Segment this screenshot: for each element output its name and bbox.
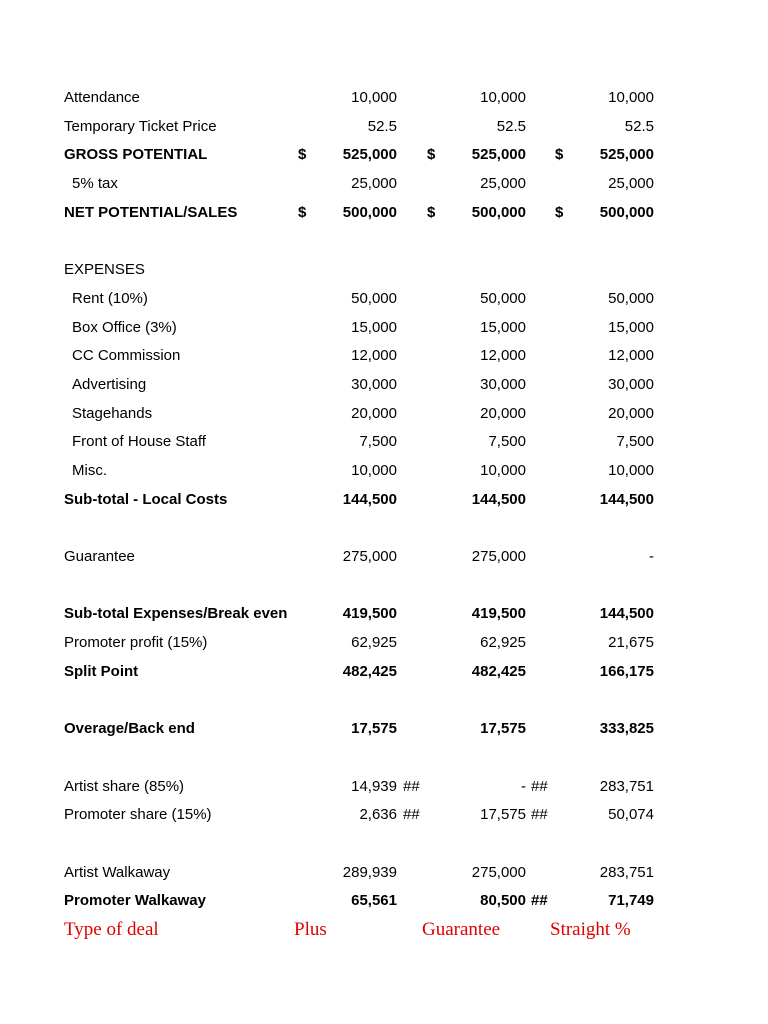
row-value: 52.5 xyxy=(624,117,654,135)
row-value: 25,000 xyxy=(480,175,526,193)
row-value: - xyxy=(521,777,526,795)
row-value: 7,500 xyxy=(616,433,654,451)
deal-col-1: Plus xyxy=(294,918,327,940)
table-row xyxy=(0,801,768,830)
row-value: 166,175 xyxy=(599,662,654,680)
table-row xyxy=(0,84,768,113)
row-value: 52.5 xyxy=(367,117,397,135)
table-row xyxy=(0,600,768,629)
row-value: 500,000 xyxy=(599,203,654,221)
row-value: 15,000 xyxy=(351,318,397,336)
row-value: 289,939 xyxy=(342,863,397,881)
row-value: 144,500 xyxy=(471,490,526,508)
table-row xyxy=(0,285,768,314)
row-value: 500,000 xyxy=(471,203,526,221)
row-value: 50,000 xyxy=(608,289,654,307)
row-value: 7,500 xyxy=(359,433,397,451)
row-value: 30,000 xyxy=(608,375,654,393)
row-value: 21,675 xyxy=(608,634,654,652)
row-label: Box Office (3%) xyxy=(72,318,177,336)
overflow-marker: ## xyxy=(531,777,548,795)
row-label: Front of House Staff xyxy=(72,433,206,451)
row-value: 12,000 xyxy=(351,347,397,365)
row-value: 2,636 xyxy=(359,806,397,824)
row-value: 525,000 xyxy=(599,146,654,164)
table-row xyxy=(0,113,768,142)
row-value: 144,500 xyxy=(599,605,654,623)
row-value: 14,939 xyxy=(351,777,397,795)
row-value: 65,561 xyxy=(351,892,397,910)
row-value: 275,000 xyxy=(342,548,397,565)
table-row xyxy=(0,428,768,457)
row-value: 25,000 xyxy=(608,175,654,193)
row-value: 50,000 xyxy=(480,289,526,307)
table-row xyxy=(0,744,768,773)
dollar-sign: $ xyxy=(298,146,307,164)
row-label: Sub-total Expenses/Break even xyxy=(64,605,288,623)
row-value: 80,500 xyxy=(480,892,526,910)
row-value: 71,749 xyxy=(608,892,654,910)
overflow-marker: ## xyxy=(403,806,420,824)
dollar-sign: $ xyxy=(555,146,564,164)
table-row xyxy=(0,686,768,715)
row-value: 62,925 xyxy=(480,634,526,652)
row-value: 62,925 xyxy=(351,634,397,652)
table-row xyxy=(0,658,768,687)
table-row xyxy=(0,773,768,802)
row-value: 10,000 xyxy=(480,89,526,106)
table-row xyxy=(0,227,768,256)
row-value: 525,000 xyxy=(471,146,526,164)
row-value: 17,575 xyxy=(480,806,526,824)
row-value: - xyxy=(649,548,654,565)
row-value: 17,575 xyxy=(480,720,526,738)
row-label: Artist share (85%) xyxy=(64,777,185,795)
deal-col-2: Guarantee xyxy=(422,918,501,940)
dollar-sign: $ xyxy=(427,203,436,221)
table-row xyxy=(0,342,768,371)
row-label: Stagehands xyxy=(72,404,153,422)
row-value: 30,000 xyxy=(480,375,526,393)
row-value: 10,000 xyxy=(480,461,526,479)
row-value: 30,000 xyxy=(351,375,397,393)
row-value: 333,825 xyxy=(599,720,654,738)
deal-col-3: Straight % xyxy=(550,918,631,940)
table-row xyxy=(0,572,768,601)
row-label: Sub-total - Local Costs xyxy=(64,490,228,508)
table-row xyxy=(0,543,768,572)
deal-label: Type of deal xyxy=(64,918,159,940)
table-row xyxy=(0,199,768,228)
table-row xyxy=(0,141,768,170)
table-row xyxy=(0,887,768,916)
row-label: CC Commission xyxy=(72,347,181,365)
row-label: Promoter Walkaway xyxy=(64,892,206,910)
row-value: 10,000 xyxy=(608,461,654,479)
row-label: GROSS POTENTIAL xyxy=(64,146,208,164)
row-label: Guarantee xyxy=(64,548,135,565)
row-value: 12,000 xyxy=(480,347,526,365)
row-value: 275,000 xyxy=(471,863,526,881)
budget-spreadsheet xyxy=(0,84,768,945)
row-label: Attendance xyxy=(64,89,140,106)
row-value: 20,000 xyxy=(480,404,526,422)
dollar-sign: $ xyxy=(427,146,436,164)
row-value: 283,751 xyxy=(599,777,654,795)
row-value: 50,000 xyxy=(351,289,397,307)
row-value: 15,000 xyxy=(608,318,654,336)
table-row xyxy=(0,400,768,429)
table-row xyxy=(0,371,768,400)
row-value: 419,500 xyxy=(342,605,397,623)
table-row xyxy=(0,830,768,859)
row-label: Promoter profit (15%) xyxy=(64,634,208,652)
dollar-sign: $ xyxy=(555,203,564,221)
row-label: Promoter share (15%) xyxy=(64,806,212,824)
row-value: 482,425 xyxy=(342,662,397,680)
row-value: 10,000 xyxy=(351,89,397,106)
row-value: 7,500 xyxy=(488,433,526,451)
table-row xyxy=(0,256,768,285)
table-row xyxy=(0,170,768,199)
row-value: 525,000 xyxy=(342,146,397,164)
dollar-sign: $ xyxy=(298,203,307,221)
row-label: Temporary Ticket Price xyxy=(64,117,217,135)
row-value: 25,000 xyxy=(351,175,397,193)
table-row xyxy=(0,314,768,343)
row-label: EXPENSES xyxy=(64,261,145,279)
row-label: Misc. xyxy=(72,461,107,479)
table-row xyxy=(0,629,768,658)
table-row xyxy=(0,715,768,744)
overflow-marker: ## xyxy=(403,777,420,795)
table-row xyxy=(0,514,768,543)
row-value: 500,000 xyxy=(342,203,397,221)
row-value: 144,500 xyxy=(342,490,397,508)
row-value: 17,575 xyxy=(351,720,397,738)
overflow-marker: ## xyxy=(531,892,548,910)
row-value: 15,000 xyxy=(480,318,526,336)
table-row xyxy=(0,486,768,515)
row-value: 482,425 xyxy=(471,662,526,680)
row-value: 144,500 xyxy=(599,490,654,508)
table-row xyxy=(0,859,768,888)
table-row xyxy=(0,457,768,486)
row-value: 20,000 xyxy=(608,404,654,422)
row-label: Artist Walkaway xyxy=(64,863,171,881)
row-value: 12,000 xyxy=(608,347,654,365)
row-label: Advertising xyxy=(72,375,147,393)
row-label: Split Point xyxy=(64,662,139,680)
row-label: 5% tax xyxy=(72,175,118,193)
row-value: 275,000 xyxy=(471,548,526,565)
row-label: Overage/Back end xyxy=(64,720,195,738)
row-label: Rent (10%) xyxy=(72,289,148,307)
overflow-marker: ## xyxy=(531,806,548,824)
row-value: 50,074 xyxy=(608,806,654,824)
deal-type-row xyxy=(0,916,768,945)
row-value: 419,500 xyxy=(471,605,526,623)
row-value: 283,751 xyxy=(599,863,654,881)
row-value: 10,000 xyxy=(351,461,397,479)
row-value: 52.5 xyxy=(496,117,526,135)
row-label: NET POTENTIAL/SALES xyxy=(64,203,238,221)
row-value: 10,000 xyxy=(608,89,654,106)
row-value: 20,000 xyxy=(351,404,397,422)
